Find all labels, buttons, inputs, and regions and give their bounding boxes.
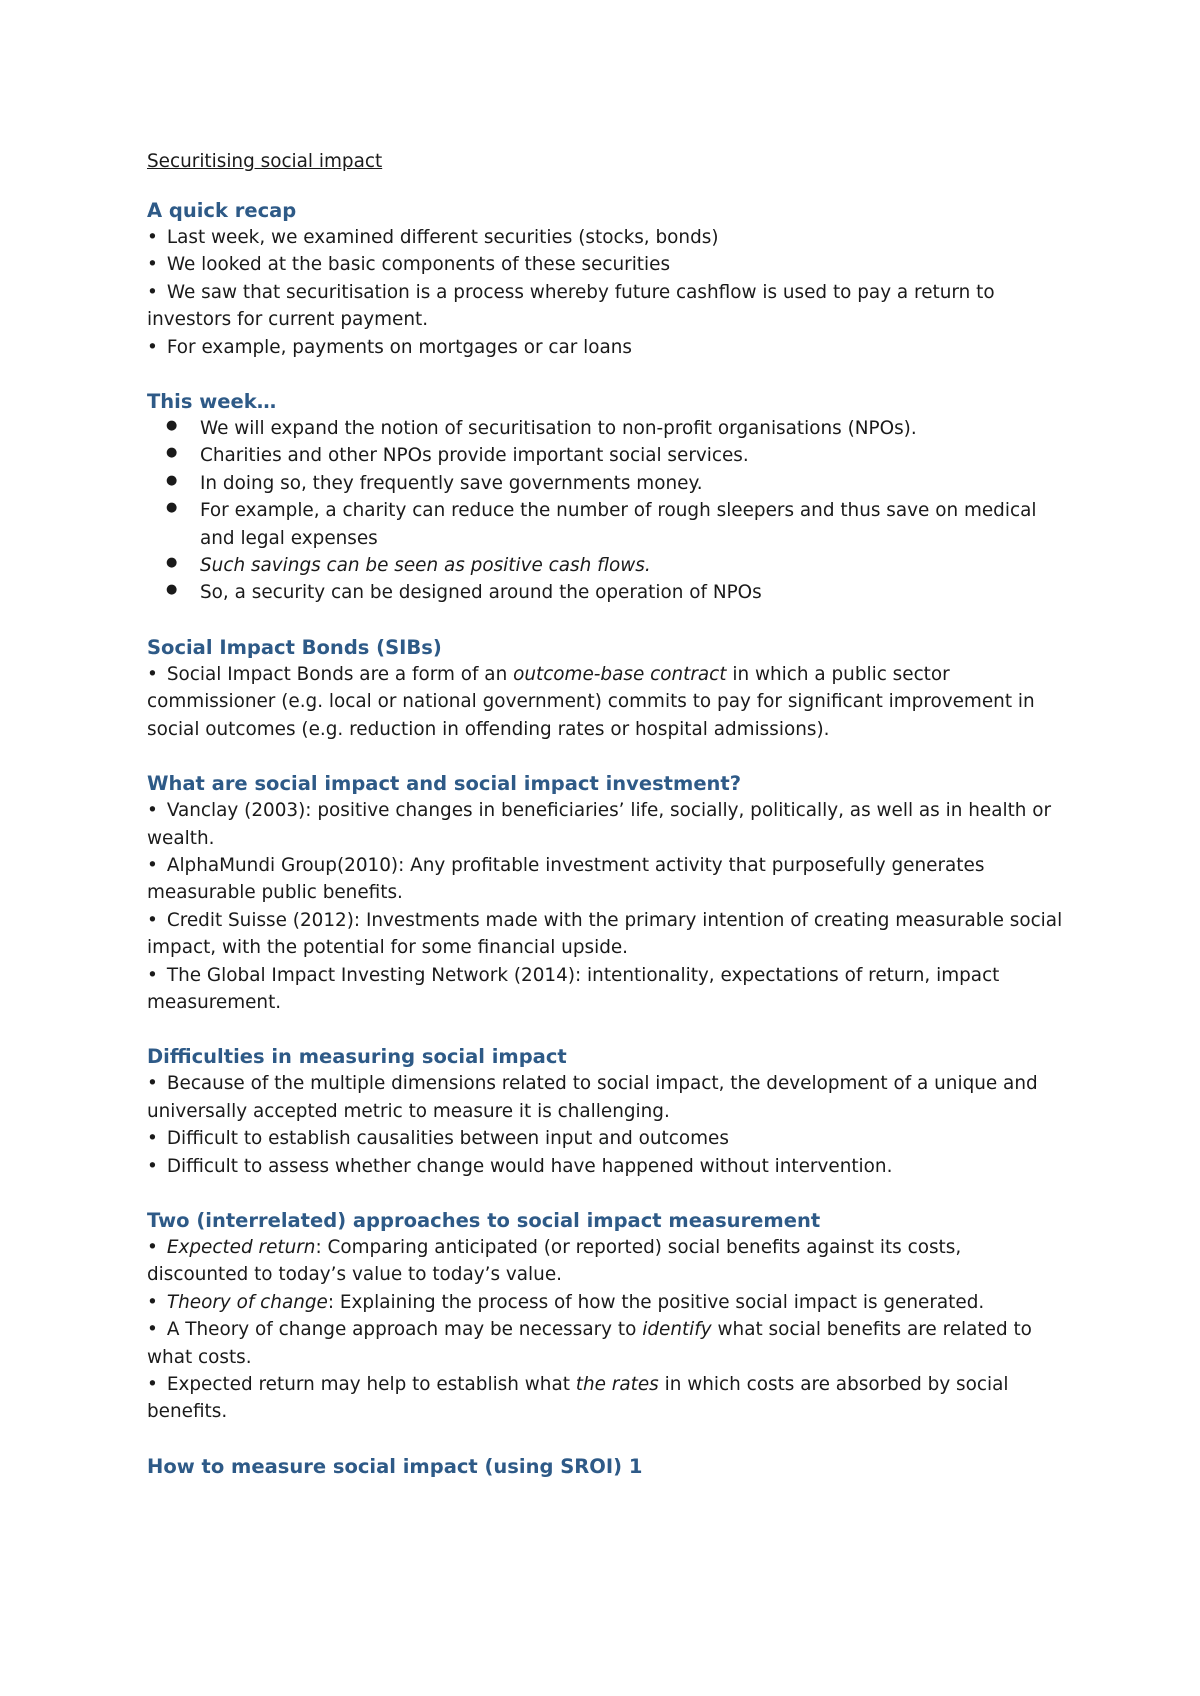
list-item: • Expected return: Comparing anticipated (or reported) social benefits against its costs, discounted to today’s value to today’s value. (147, 1236, 962, 1286)
list-item: • We saw that securitisation is a process whereby future cashflow is used to pay a return to investors for current payment. (147, 281, 995, 331)
list-item: • Theory of change: Explaining the process of how the positive social impact is generated. (147, 1291, 985, 1313)
section-approaches (147, 1207, 1067, 1426)
list-item: • A Theory of change approach may be necessary to identify what social benefits are related to what costs. (147, 1319, 1032, 1368)
heading-approaches: Two (interrelated) approaches to social impact measurement (147, 1208, 821, 1232)
list-item: ● We will expand the notion of securitisation to non-profit organisations (NPOs). (200, 415, 1067, 442)
bullet-icon: • (147, 1073, 158, 1095)
bullet-icon: • (147, 254, 158, 276)
bullet-icon: • (147, 227, 158, 248)
document-body (147, 148, 1067, 1480)
heading-sroi: How to measure social impact (using SROI) 1 (147, 1454, 643, 1478)
section-what-are (147, 770, 1067, 1016)
list-item: • Because of the multiple dimensions related to social impact, the development of a unique and universally accepted metric to measure it is challenging. (147, 1073, 1038, 1122)
section-difficulties (147, 1043, 1067, 1180)
heading-recap: A quick recap (147, 199, 297, 222)
this-week-list (147, 415, 1067, 607)
list-item: • Credit Suisse (2012): Investments made with the primary intention of creating measurable social impact, with the potential for some financial upside. (147, 909, 1063, 959)
list-item: • For example, payments on mortgages or car loans (147, 336, 633, 358)
section-recap (147, 197, 1067, 361)
bullet-icon: • (147, 281, 158, 303)
list-item: • Expected return may help to establish what the rates in which costs are absorbed by social benefits. (147, 1374, 1009, 1423)
bullet-icon: • (147, 1236, 158, 1258)
list-item: • AlphaMundi Group(2010): Any profitable investment activity that purposefully generates measurable public benefits. (147, 854, 985, 904)
bullet-icon: • (147, 1291, 158, 1313)
list-item: • Vanclay (2003): positive changes in beneficiaries’ life, socially, politically, as well as in health or wealth. (147, 800, 1052, 849)
heading-difficulties: Difficulties in measuring social impact (147, 1045, 567, 1069)
list-item: ● Such savings can be seen as positive cash flows. (200, 552, 1067, 579)
bullet-icon: • (147, 1319, 158, 1341)
list-item: • We looked at the basic components of these securities (147, 254, 671, 276)
bullet-icon: • (147, 336, 158, 358)
list-item: ● For example, a charity can reduce the number of rough sleepers and thus save on medical and legal expenses (200, 497, 1067, 552)
list-item: ● So, a security can be designed around the operation of NPOs (200, 579, 1067, 606)
list-item: • Difficult to establish causalities between input and outcomes (147, 1128, 729, 1150)
section-this-week (147, 388, 1067, 607)
bullet-icon: • (147, 800, 158, 822)
bullet-icon: • (147, 1155, 158, 1177)
bullet-icon: • (147, 1374, 158, 1395)
bullet-icon: • (147, 909, 158, 931)
list-item: • Difficult to assess whether change would have happened without intervention. (147, 1155, 893, 1177)
list-item: ● In doing so, they frequently save governments money. (200, 470, 1067, 497)
heading-what-are: What are social impact and social impact investment? (147, 772, 742, 796)
list-item: • The Global Impact Investing Network (2014): intentionality, expectations of return, impact measurement. (147, 964, 1000, 1013)
list-item: • Last week, we examined different securities (stocks, bonds) (147, 227, 719, 248)
bullet-icon: • (147, 854, 158, 876)
bullet-icon: • (147, 964, 158, 986)
bullet-icon: • (147, 663, 158, 685)
bullet-icon: • (147, 1128, 158, 1150)
heading-this-week: This week… (147, 390, 277, 414)
document-title: Securitising social impact (147, 151, 383, 172)
section-sibs (147, 634, 1067, 743)
section-sroi (147, 1453, 1067, 1480)
list-item: ● Charities and other NPOs provide important social services. (200, 442, 1067, 469)
list-item: • Social Impact Bonds are a form of an outcome-base contract in which a public sector commissioner (e.g. local or national government) commits to pay for significant improvement in social outcomes (e.g. reduction in offending rates or hospital admissions). (147, 663, 1035, 740)
heading-sibs: Social Impact Bonds (SIBs) (147, 635, 442, 659)
